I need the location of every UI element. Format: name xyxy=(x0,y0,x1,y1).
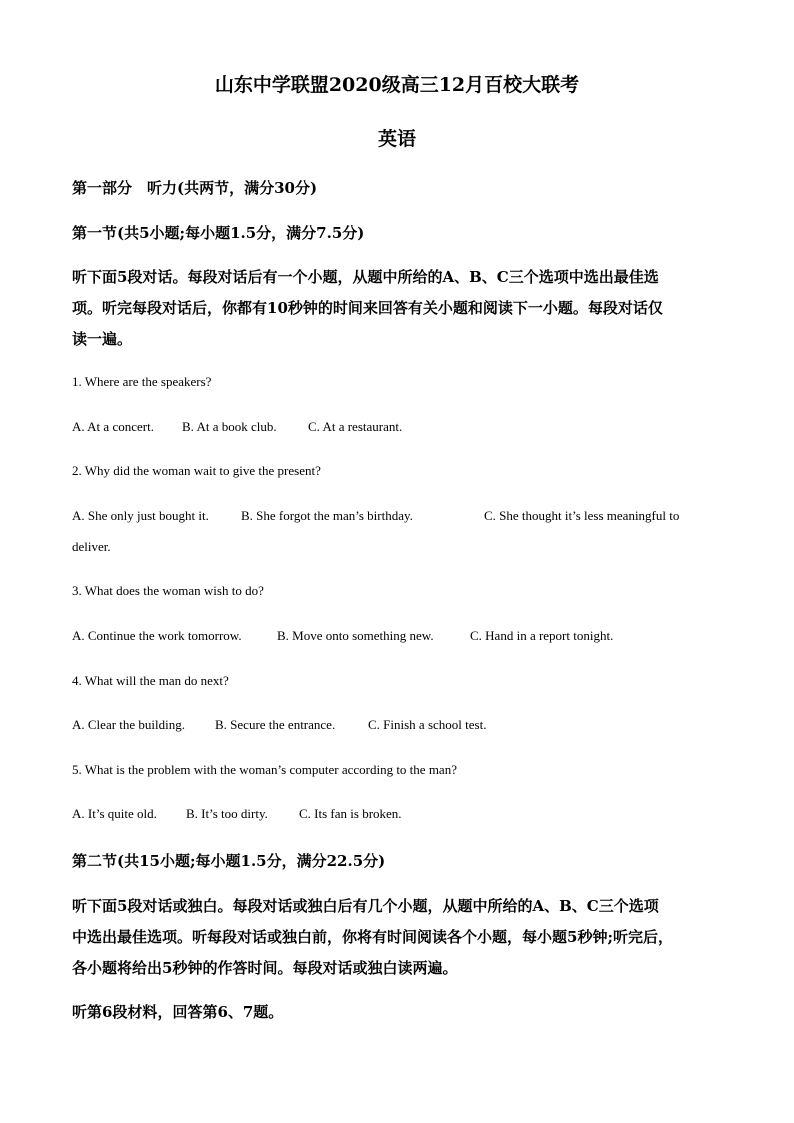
question-stem: 5. What is the problem with the woman’s computer according to the man? xyxy=(72,762,457,777)
option-c: C. At a restaurant. xyxy=(308,419,403,434)
question-options xyxy=(72,508,679,524)
question-stem: 4. What will the man do next? xyxy=(72,673,229,688)
option-b: B. She forgot the man’s birthday. xyxy=(241,508,413,523)
section1-heading: 第一节(共5小题;每小题1.5分，满分7.5分) xyxy=(72,224,365,242)
option-c: C. Its fan is broken. xyxy=(299,806,402,821)
option-a: A. At a concert. xyxy=(72,419,154,434)
option-c: C. Hand in a report tonight. xyxy=(470,628,614,643)
option-b: B. Move onto something new. xyxy=(277,628,434,643)
option-a: A. Clear the building. xyxy=(72,717,186,732)
question-stem: 1. Where are the speakers? xyxy=(72,374,212,389)
question-options xyxy=(72,806,402,822)
option-a: A. She only just bought it. xyxy=(72,508,209,523)
option-c: C. She thought it’s less meaningful to xyxy=(484,508,680,523)
question-stem: 3. What does the woman wish to do? xyxy=(72,583,264,598)
option-a: A. It’s quite old. xyxy=(72,806,157,821)
option-a: A. Continue the work tomorrow. xyxy=(72,628,242,643)
section1-instruction-line: 项。听完每段对话后，你都有10秒钟的时间来回答有关小题和阅读下一小题。每段对话仅 xyxy=(72,299,663,317)
question-stem: 2. Why did the woman wait to give the present? xyxy=(72,463,321,478)
option-continuation: deliver. xyxy=(72,539,111,554)
material-note: 听第6段材料，回答第6、7题。 xyxy=(72,1003,284,1021)
section2-instruction-line: 听下面5段对话或独白。每段对话或独白后有几个小题，从题中所给的A、B、C三个选项 xyxy=(72,897,659,915)
section2-instruction-line: 各小题将给出5秒钟的作答时间。每段对话或独白读两遍。 xyxy=(72,959,458,977)
question-options xyxy=(72,419,402,435)
section2-instruction-line: 中选出最佳选项。听每段对话或独白前，你将有时间阅读各个小题，每小题5秒钟;听完后， xyxy=(72,928,673,946)
option-b: B. It’s too dirty. xyxy=(186,806,268,821)
exam-title: 山东中学联盟2020级高三12月百校大联考 xyxy=(214,74,580,96)
section1-instruction-line: 听下面5段对话。每段对话后有一个小题，从题中所给的A、B、C三个选项中选出最佳选 xyxy=(72,268,659,286)
option-b: B. At a book club. xyxy=(182,419,277,434)
section1-instruction-line: 读一遍。 xyxy=(72,330,133,348)
question-options xyxy=(72,628,613,644)
part1-heading: 第一部分 听力(共两节，满分30分) xyxy=(72,179,318,197)
subject-title: 英语 xyxy=(377,128,416,150)
option-c: C. Finish a school test. xyxy=(368,717,487,732)
option-b: B. Secure the entrance. xyxy=(215,717,336,732)
section2-heading: 第二节(共15小题;每小题1.5分，满分22.5分) xyxy=(72,852,386,870)
question-options xyxy=(72,717,486,733)
